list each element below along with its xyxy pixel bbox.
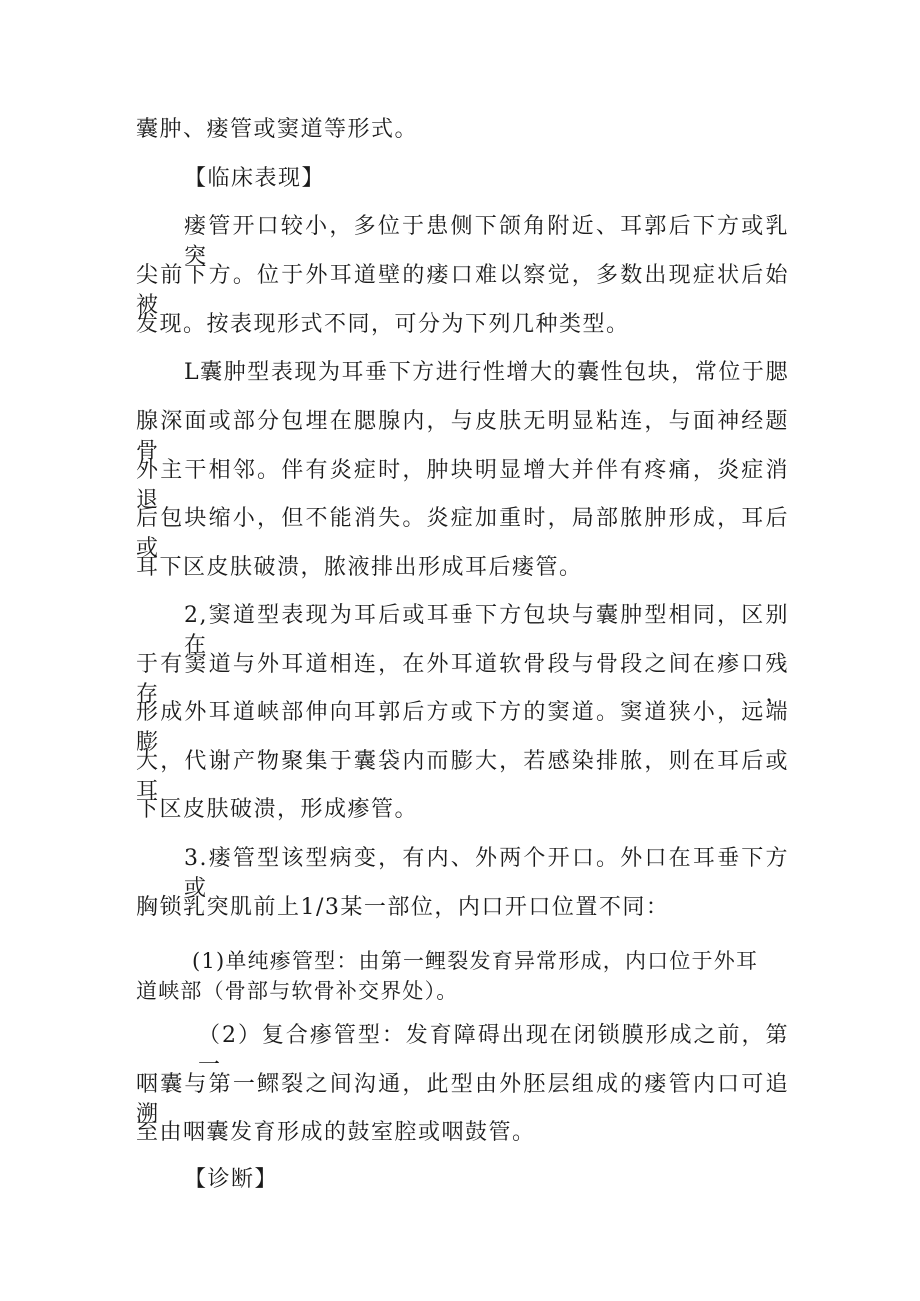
section-heading-clinical: 【临床表现】: [184, 166, 326, 191]
text-line: L囊肿型表现为耳垂下方进行性增大的囊性包块，常位于腮: [184, 360, 789, 385]
section-heading-diagnosis: 【诊断】: [184, 1167, 279, 1192]
text-line: 外主干相邻。伴有炎症时，肿块明显增大并伴有疼痛，炎症消退: [136, 458, 789, 513]
text-line: 尖前下方。位于外耳道壁的瘘口难以察觉，多数出现症状后始被: [136, 263, 789, 318]
text-line: 耳下区皮肤破溃，脓液排出形成耳后瘘管。: [136, 555, 583, 580]
text-line: 瘘管开口较小，多位于患侧下颌角附近、耳郭后下方或乳突: [184, 214, 789, 269]
text-line: （2）复合瘆管型：发育障碍出现在闭锁膜形成之前，第一: [198, 1023, 789, 1078]
text-line: 后包块缩小，但不能消失。炎症加重时，局部脓肿形成，耳后或: [136, 506, 789, 561]
text-line: 发现。按表现形式不同，可分为下列几种类型。: [136, 312, 630, 337]
text-line: 形成外耳道峡部伸向耳郭后方或下方的窦道。窦道狭小，远端膨: [136, 700, 789, 755]
text-line: 咽囊与第一鳏裂之间沟通，此型由外胚层组成的瘘管内口可追溯: [136, 1072, 789, 1127]
text-line: 囊肿、瘘管或窦道等形式。: [136, 117, 419, 142]
text-line: 于有窦道与外耳道相连，在外耳道软骨段与骨段之间在瘆口残存，: [136, 652, 789, 707]
text-line: 胸锁乳突肌前上1/3某一部位，内口开口位置不同：: [136, 895, 670, 920]
text-line: 2,窦道型表现为耳后或耳垂下方包块与囊肿型相同，区别在: [184, 603, 789, 658]
text-line: 大，代谢产物聚集于囊袋内而膨大，若感染排脓，则在耳后或耳: [136, 749, 789, 804]
text-line: 腺深面或部分包埋在腮腺内，与皮肤无明显粘连，与面神经题骨: [136, 409, 789, 464]
text-line: 3.瘘管型该型病变，有内、外两个开口。外口在耳垂下方或: [184, 846, 789, 901]
text-line: 下区皮肤破溃，形成瘆管。: [136, 797, 419, 822]
text-line: 至由咽囊发育形成的鼓室腔或咽鼓管。: [136, 1120, 536, 1145]
text-line: (1)单纯瘆管型：由第一鲤裂发育异常形成，内口位于外耳: [192, 949, 759, 973]
text-line: 道峡部（骨部与软骨补交界处）。: [136, 979, 459, 1003]
